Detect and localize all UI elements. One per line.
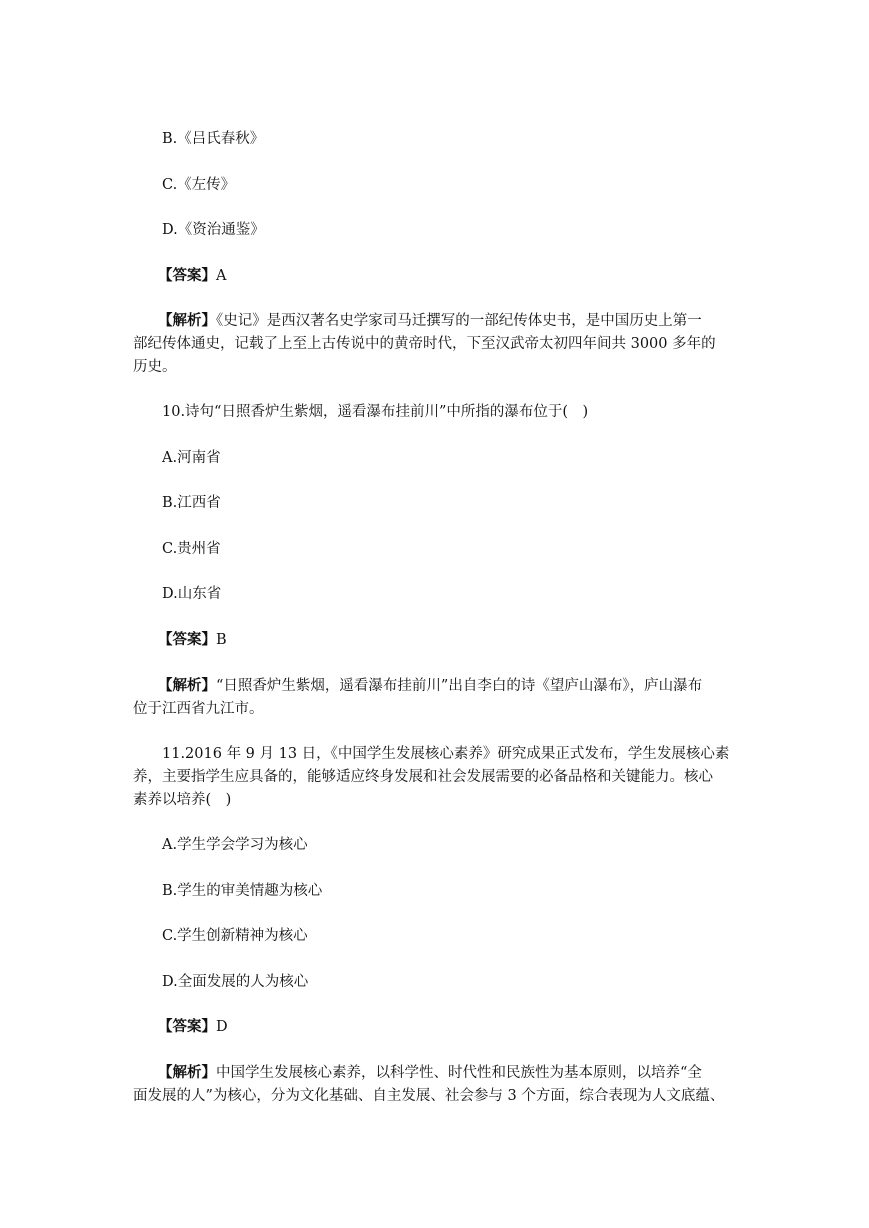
q10-analysis-line-1 [158, 675, 702, 697]
q11-option-d: D.全面发展的人为核心 [162, 974, 309, 990]
q10-option-d: D.山东省 [162, 586, 222, 602]
q11-question-line-2: 养，主要指学生应具备的，能够适应终身发展和社会发展需要的必备品格和关键能力。核心 [133, 769, 713, 785]
q9-analysis-line-3: 历史。 [133, 359, 177, 375]
answer-value: A [216, 268, 227, 284]
q9-answer [158, 265, 226, 287]
q9-analysis-line-1 [158, 310, 702, 332]
q11-option-b: B.学生的审美情趣为核心 [162, 883, 323, 899]
q11-answer [158, 1016, 228, 1038]
q11-analysis-line-1 [158, 1062, 702, 1084]
q11-question-line-3: 素养以培养( ) [133, 792, 232, 808]
analysis-label: 【解析】 [158, 1064, 216, 1081]
answer-label: 【答案】 [158, 631, 216, 648]
q10-option-c: C.贵州省 [162, 541, 221, 557]
analysis-text: 中国学生发展核心素养，以科学性、时代性和民族性为基本原则，以培养“全 [216, 1065, 702, 1081]
q11-question-line-1: 11.2016 年 9 月 13 日，《中国学生发展核心素养》研究成果正式发布，学生发展核心素 [162, 746, 730, 762]
q10-option-b: B.江西省 [162, 495, 221, 511]
analysis-text: 《史记》是西汉著名史学家司马迁撰写的一部纪传体史书，是中国历史上第一 [216, 313, 702, 329]
q9-option-c: C.《左传》 [162, 177, 236, 193]
answer-label: 【答案】 [158, 267, 216, 284]
q10-answer [158, 629, 227, 651]
analysis-text: “日照香炉生紫烟，遥看瀑布挂前川”出自李白的诗《望庐山瀑布》，庐山瀑布 [216, 678, 703, 694]
q9-option-b: B.《吕氏春秋》 [162, 131, 265, 147]
answer-value: D [216, 1019, 228, 1035]
analysis-label: 【解析】 [158, 312, 216, 329]
q10-option-a: A.河南省 [162, 450, 221, 466]
q11-option-c: C.学生创新精神为核心 [162, 928, 308, 944]
analysis-label: 【解析】 [158, 677, 216, 694]
answer-label: 【答案】 [158, 1018, 216, 1035]
q9-analysis-line-2: 部纪传体通史，记载了上至上古传说中的黄帝时代，下至汉武帝太初四年间共 3000 多年的 [133, 336, 716, 352]
q9-option-d: D.《资治通鉴》 [162, 222, 265, 238]
answer-value: B [216, 632, 227, 648]
q11-analysis-line-2: 面发展的人”为核心，分为文化基础、自主发展、社会参与 3 个方面，综合表现为人文底蕴、 [133, 1088, 725, 1104]
q10-question: 10.诗句“日照香炉生紫烟，遥看瀑布挂前川”中所指的瀑布位于( ) [162, 404, 589, 420]
q11-option-a: A.学生学会学习为核心 [162, 837, 308, 853]
q10-analysis-line-2: 位于江西省九江市。 [133, 701, 264, 717]
